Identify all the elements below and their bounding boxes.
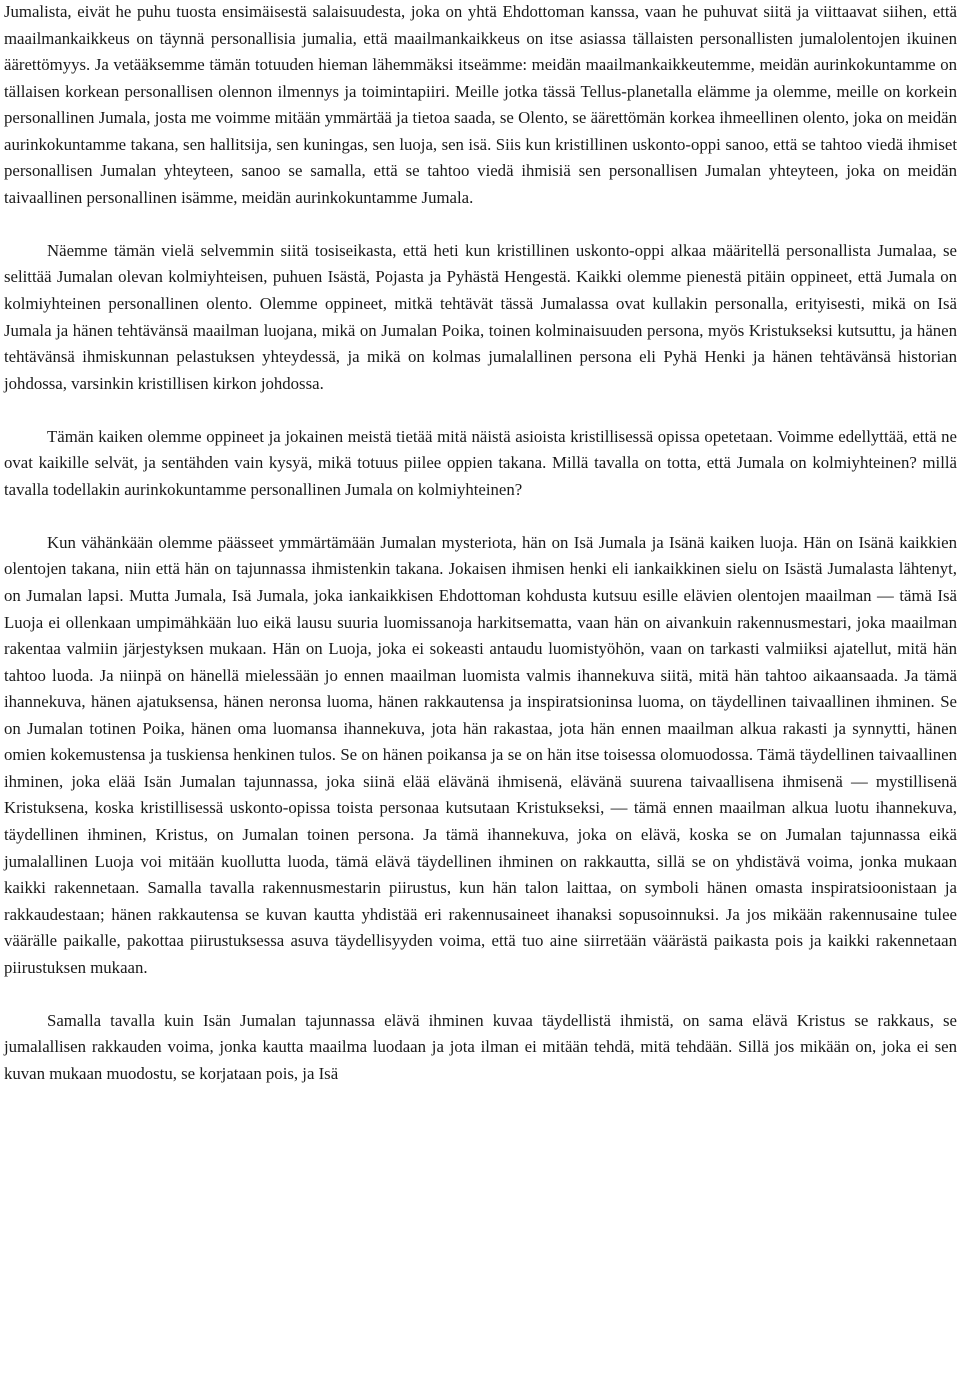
paragraph-5: Samalla tavalla kuin Isän Jumalan tajunnassa elävä ihminen kuvaa täydellistä ihmistä, on sama elävä Kristus se rakkaus, se jumalallisen rakkauden voima, jonka kautta maailma luodaan ja jota ilman ei mitään tehdä, mitä tehdään. Sillä jos mikään on, joka ei sen kuvan mukaan muodostu, se korjataan pois, ja Isä xyxy=(4,1010,957,1083)
paragraph-2: Näemme tämän vielä selvemmin siitä tosiseikasta, että heti kun kristillinen uskonto-oppi alkaa määritellä personallista Jumalaa, se selittää Jumalan olevan kolmiyhteisen, puhuen Isästä, Pojasta ja Pyhästä Hengestä. Kaikki olemme pienestä pitäin oppineet, että Jumala on kolmiyhteinen personallinen olento. Olemme oppineet, mitkä tehtävät tässä Jumalassa ovat kullakin personalla, erityisesti, mikä on Isä Jumala ja hänen tehtävänsä maailman luojana, mikä on Jumalan Poika, toinen kolminaisuuden persona, myös Kristukseksi kutsuttu, ja hänen tehtävänsä ihmiskunnan pelastuksen yhteydessä, ja mikä on kolmas jumalallinen persona eli Pyhä Henki ja hänen tehtävänsä historian johdossa, varsinkin kristillisen kirkon johdossa. xyxy=(4,240,957,393)
paragraph-4: Kun vähänkään olemme päässeet ymmärtämään Jumalan mysteriota, hän on Isä Jumala ja Isänä kaiken luoja. Hän on Isänä kaikkien olentojen takana, niin että hän on tajunnassa ihmistenkin takana. Jokaisen ihmisen henki eli iankaikkinen sielu on Isästä Jumalasta lähtenyt, on Jumalan lapsi. Mutta Jumala, Isä Jumala, joka iankaikkisen Ehdottoman kohdusta kutsuu esille elävien olentojen maailman — tämä Isä Luoja ei ollenkaan umpimähkään luo eikä lausu suuria luomissanoja harkitsematta, vaan hän on aivankuin rakennusmestari, joka maailman rakentaa valmiin järjestyksen mukaan. Hän on Luoja, joka ei sokeasti antaudu luomistyöhön, vaan on tarkasti valmiiksi ajatellut, mitä hän tahtoo luoda. Ja niinpä on hänellä mielessään jo ennen maailman luomista valmis ihannekuva siitä, mitä hän tahtoo aikaansaada. Ja tämä ihannekuva, hänen ajatuksensa, hänen neronsa luoma, hänen rakkautensa ja inspiratsioninsa luoma, on täydellinen taivaallinen ihminen. Se on Jumalan totinen Poika, hänen oma luomansa ihannekuva, jota hän rakastaa, jota hän ennen maailman alkua rakasti ja synnytti, hänen omien kokemustensa ja tuskiensa henkinen tulos. Se on hänen poikansa ja se on hän itse toisessa olomuodossa. Tämä täydellinen taivaallinen ihminen, joka elää Isän Jumalan tajunnassa, joka siinä elää elävänä ihmisenä, elävänä suurena taivaallisena ihmisenä — mystillisenä Kristuksena, koska kristillisessä uskonto-opissa toista personaa kutsutaan Kristukseksi, — tämä ennen maailman alkua luotu ihannekuva, täydellinen ihminen, Kristus, on Jumalan toinen persona. Ja tämä ihannekuva, joka on elävä, koska se on Jumalan tajunnassa eikä jumalallinen Luoja voi mitään kuollutta luoda, tämä elävä täydellinen ihminen on rakkautta, sillä se on yhdistävä voima, jonka mukaan kaikki rakennetaan. Samalla tavalla rakennusmestarin piirustus, kun hän talon laittaa, on symboli hänen omasta inspiratsioonistaan ja rakkaudestaan; hänen rakkautensa se kuvan kautta yhdistää eri rakennusaineet ihanaksi sopusoinnuksi. Ja jos mikään rakennusaine tulee väärälle paikalle, pakottaa piirustuksessa asuva täydellisyyden voima, että tuo aine siirretään väärästä paikasta pois ja kaikki rakennetaan piirustuksen mukaan. xyxy=(4,532,957,977)
paragraph-3: Tämän kaiken olemme oppineet ja jokainen meistä tietää mitä näistä asioista kristillisessä opissa opetetaan. Voimme edellyttää, että ne ovat kaikille selvät, ja sentähden vain kysyä, mikä totuus piilee oppien takana. Millä tavalla on totta, että Jumala on kolmiyhteinen? millä tavalla todellakin aurinkokuntamme personallinen Jumala on kolmiyhteinen? xyxy=(4,426,957,499)
paragraph-1: Jumalista, eivät he puhu tuosta ensimäisestä salaisuudesta, joka on yhtä Ehdottoman kanssa, vaan he puhuvat siitä ja viittaavat siihen, että maailmankaikkeus on täynnä personallisia jumalia, että maailmankaikkeus on itse asiassa tällaisten personallisten jumalolentojen ikuinen äärettömyys. Ja vetääksemme tämän totuuden hieman lähemmäksi itseämme: meidän maailmankaikkeutemme, meidän aurinkokuntamme on tällaisen korkean personallisen olennon ilmennys ja toimintapiiri. Meille jotka tässä Tellus-planetalla elämme ja olemme, meille on korkein personallinen Jumala, josta me voimme mitään ymmärtää ja tietoa saada, se Olento, se äärettömän korkea ihmeellinen olento, joka on meidän aurinkokuntamme takana, sen hallitsija, sen kuningas, sen luoja, sen isä. Siis kun kristillinen uskonto-oppi sanoo, että se tahtoo viedä ihmiset personallisen Jumalan yhteyteen, sanoo se samalla, että se tahtoo viedä ihmisiä sen personallisen Jumalan yhteyteen, joka on meidän taivaallinen personallinen isämme, meidän aurinkokuntamme Jumala. xyxy=(4,2,957,207)
